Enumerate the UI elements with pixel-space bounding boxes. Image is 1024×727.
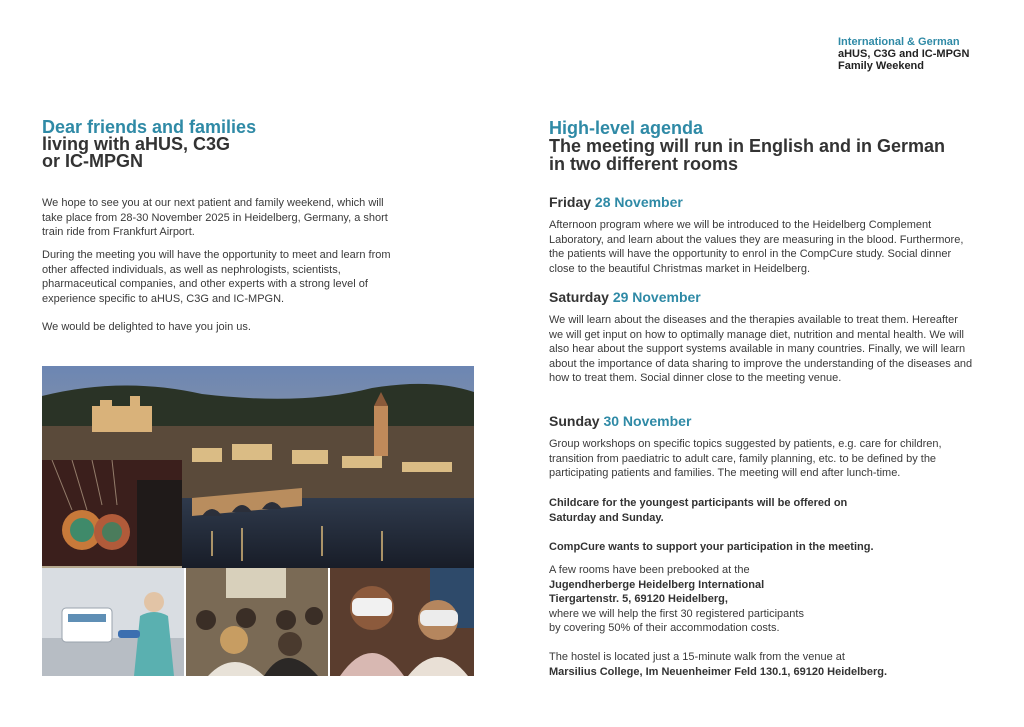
laboratory-photo bbox=[42, 568, 184, 676]
saturday-text: We will learn about the diseases and the therapies available to treat them. Hereafter we will get input on how to optimally manage diet, nutrition and mental health. We will also hear about the support systems available in many countries. Finally, we will learn about the importance of data sharing to improve the understanding of the diseases and how to treat them. Social dinner close to the meeting venue. bbox=[549, 314, 973, 384]
rooms-line5: by covering 50% of their accommodation costs. bbox=[549, 622, 780, 634]
sunday-day: Sunday bbox=[549, 413, 600, 429]
saturday-date: 29 November bbox=[612, 289, 701, 305]
friday-day: Friday bbox=[549, 194, 592, 210]
vr-headset-photo bbox=[330, 568, 474, 676]
friday-date: 28 November bbox=[594, 194, 683, 210]
accommodation-paragraph bbox=[549, 563, 989, 636]
left-intro-paragraph: We hope to see you at our next patient and family weekend, which will take place from 28-30 November 2025 in Heidelberg, Germany, a short train ride from Frankfurt Airport. bbox=[42, 197, 388, 238]
hostel-name: Jugendherberge Heidelberg International bbox=[549, 578, 765, 591]
sunday-text: Group workshops on specific topics suggested by patients, e.g. care for children, transition from paediatric to adult care, family planning, etc. to be defined by the participating patients and families. The meeting will end after lunch-time. bbox=[549, 438, 942, 479]
hostel-address: Tiergartenstr. 5, 69120 Heidelberg, bbox=[549, 593, 728, 605]
right-heading-accent: High-level agenda bbox=[549, 118, 704, 138]
left-meeting-paragraph: During the meeting you will have the opportunity to meet and learn from other affected individuals, as well as nephrologists, scientists, pharmaceutical companies, and other experts with a strong level of experience specific to aHUS, C3G and IC-MPGN. bbox=[42, 249, 391, 305]
childcare-line1: Childcare for the youngest participants will be offered on bbox=[549, 497, 848, 509]
sunday-date: 30 November bbox=[603, 413, 692, 429]
venue-paragraph bbox=[549, 650, 999, 679]
right-heading bbox=[549, 119, 1009, 173]
friday-heading bbox=[549, 194, 683, 210]
left-invite-paragraph: We would be delighted to have you join us. bbox=[42, 321, 251, 333]
corner-title-line3: Family Weekend bbox=[838, 60, 924, 72]
left-heading bbox=[42, 119, 482, 170]
workshop-audience-photo bbox=[186, 568, 328, 676]
left-heading-line2: living with aHUS, C3G bbox=[42, 134, 231, 154]
saturday-heading bbox=[549, 289, 701, 305]
saturday-day: Saturday bbox=[549, 289, 609, 305]
left-heading-accent: Dear friends and families bbox=[42, 117, 257, 137]
friday-text: Afternoon program where we will be introduced to the Heidelberg Complement Laboratory, and learn about the values they are measuring in the blood. Furthermore, the patients will have the opportunity to enrol in the CompCure study. Social dinner close to the beautiful Christmas market in Heidelberg. bbox=[549, 219, 964, 275]
corner-title-line2: aHUS, C3G and IC-MPGN bbox=[838, 48, 970, 60]
sunday-heading bbox=[549, 413, 691, 429]
hostel-line1: The hostel is located just a 15-minute walk from the venue at bbox=[549, 651, 845, 663]
right-heading-line3: in two different rooms bbox=[549, 154, 738, 174]
left-heading-line3: or IC-MPGN bbox=[42, 151, 143, 171]
compcure-notice: CompCure wants to support your participation in the meeting. bbox=[549, 541, 874, 553]
childcare-line2: Saturday and Sunday. bbox=[549, 512, 664, 524]
rooms-line1: A few rooms have been prebooked at the bbox=[549, 564, 750, 576]
right-heading-line2: The meeting will run in English and in German bbox=[549, 136, 946, 156]
corner-title-line1: International & German bbox=[838, 36, 960, 48]
corner-title bbox=[838, 36, 1018, 72]
rooms-line4: where we will help the first 30 registered participants bbox=[549, 607, 804, 620]
christmas-market-photo bbox=[42, 460, 182, 566]
childcare-notice bbox=[549, 496, 989, 526]
venue-address: Marsilius College, Im Neuenheimer Feld 130.1, 69120 Heidelberg. bbox=[549, 665, 888, 678]
